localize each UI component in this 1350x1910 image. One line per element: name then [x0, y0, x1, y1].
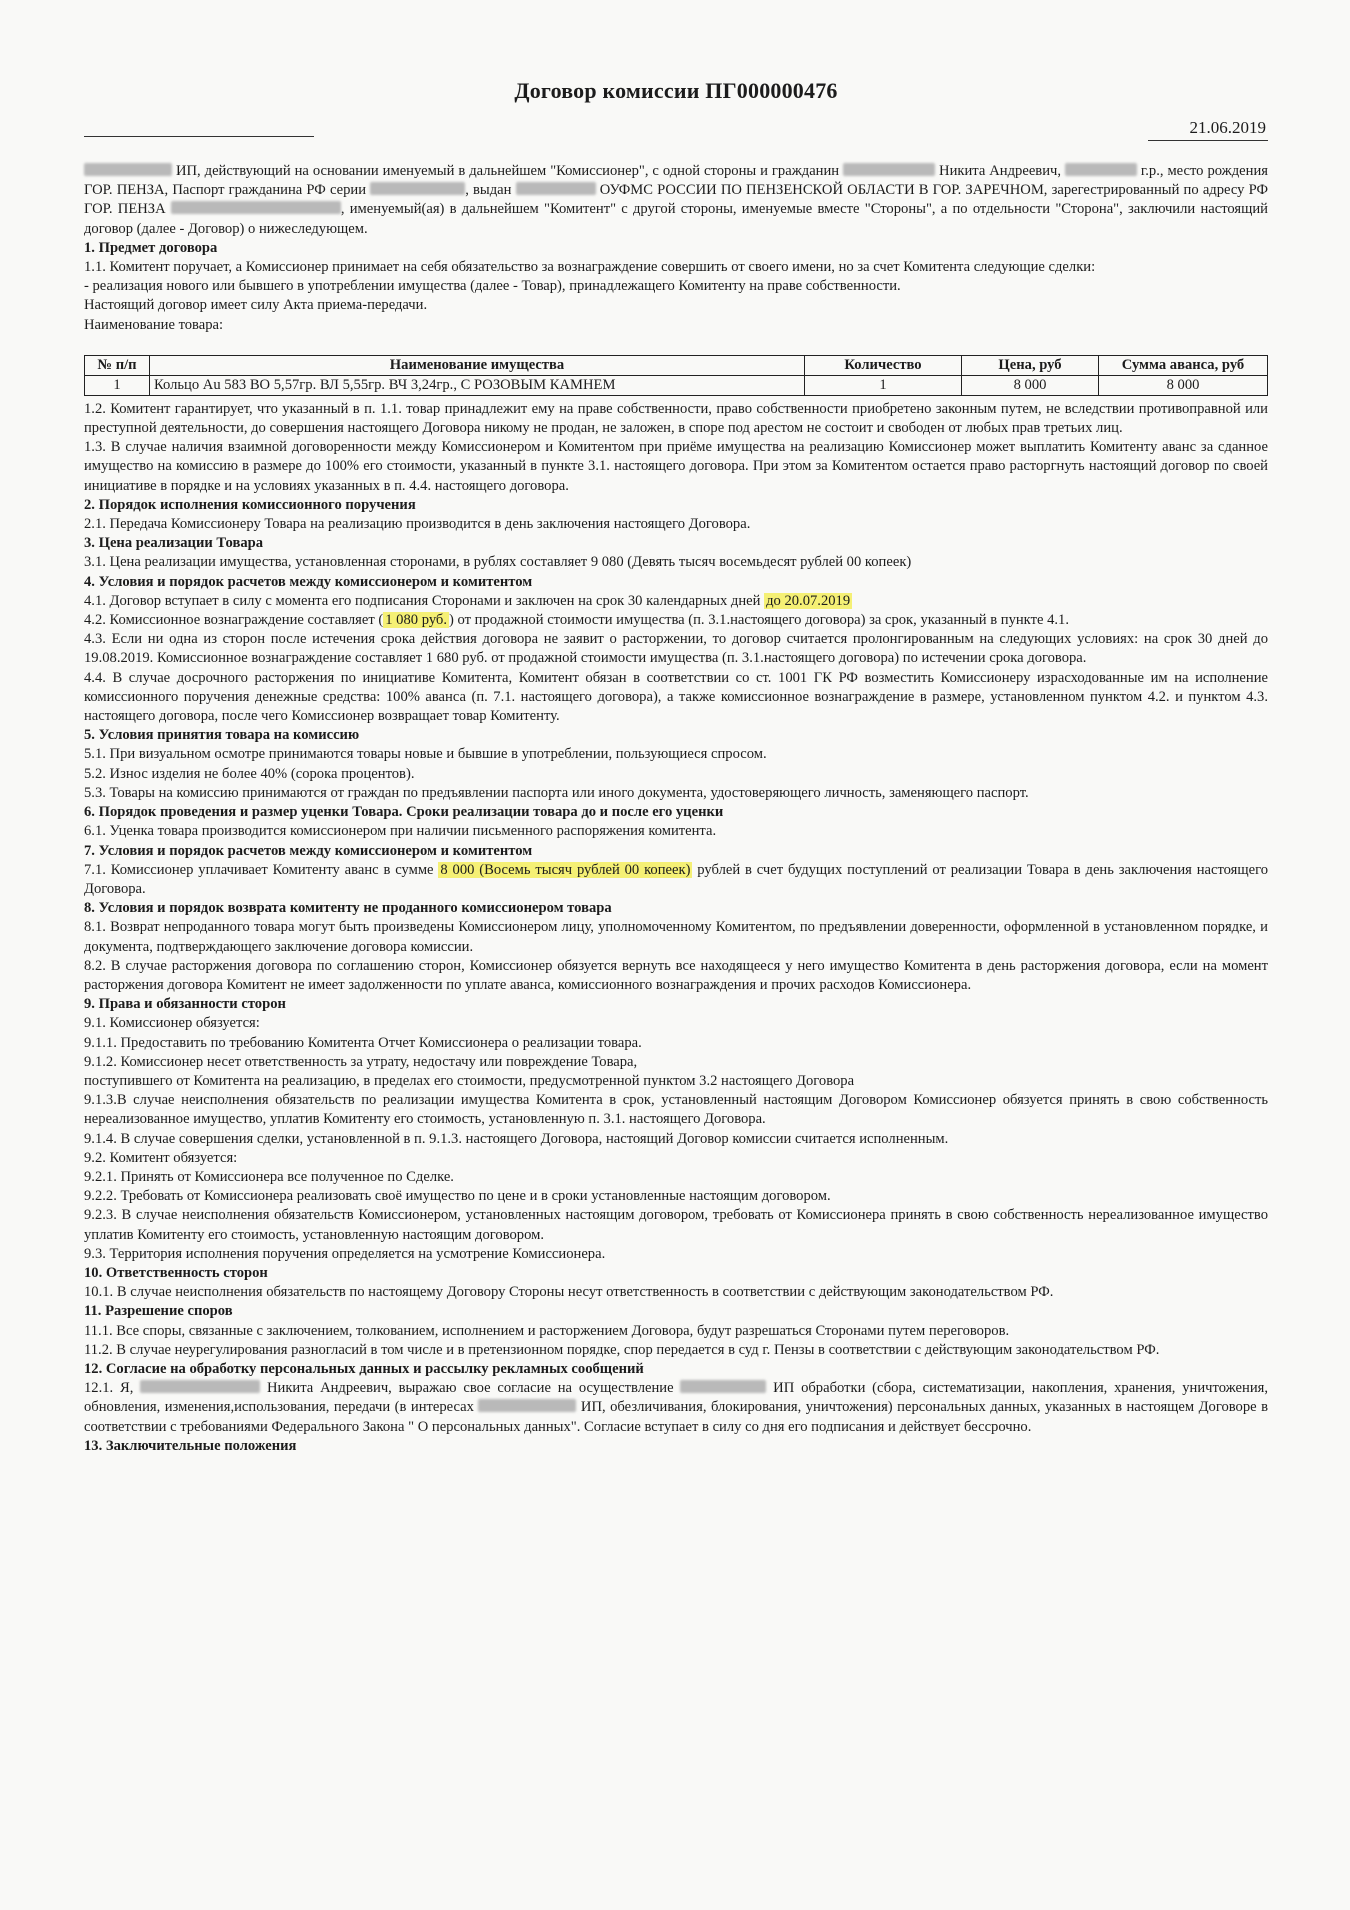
clause-2-1: 2.1. Передача Комиссионеру Товара на реализацию производится в день заключения настоящего Договора.	[84, 516, 751, 533]
clause-1-1-goods: Наименование товара:	[84, 316, 224, 333]
clause-3-1: 3.1. Цена реализации имущества, установленная сторонами, в рублях составляет 9 080 (Девять тысяч восемьдесят рублей 00 копеек)	[84, 554, 912, 571]
section-12-heading: 12. Согласие на обработку персональных данных и рассылку рекламных сообщений	[84, 1360, 644, 1377]
clause-9-1-4: 9.1.4. В случае совершения сделки, установленной в п. 9.1.3. настоящего Договора, настоящий Договор комиссии считается исполненным.	[84, 1130, 949, 1147]
redacted-surname	[843, 163, 935, 176]
date-underline	[1148, 140, 1268, 141]
redacted-name	[84, 163, 172, 176]
cell-number: 1	[85, 375, 150, 395]
clause-12-1: 12.1. Я, Никита Андреевич, выражаю свое согласие на осуществление ИП обработки (сбора, систематизации, накопления, хранения, уничтожения, обновления, изменения,использования, передачи (в интересах ИП, обезличивания, блокирования, уничтожения) персональных данных, указанных в настоящем Договоре в соответствии с требованиями Федерального Закона " О персональных данных". Согласие вступает в силу со дня его подписания и действует бессрочно.	[84, 1380, 1268, 1435]
clause-11-1: 11.1. Все споры, связанные с заключением, толкованием, исполнением и расторжением Договора, будут разрешаться Сторонами путем переговоров.	[84, 1322, 1010, 1339]
advance-highlight: 8 000 (Восемь тысяч рублей 00 копеек)	[440, 861, 691, 878]
table-row	[85, 375, 1268, 395]
clause-1-3: 1.3. В случае наличия взаимной договоренности между Комиссионером и Комитентом при приёме имущества на реализацию Комиссионер может выплатить Комитенту аванс за сданное имущество на комиссию в размере до 100% его стоимости, указанный в пункте 3.1. настоящего договора. При этом за Комитентом остается право расторгнуть настоящий договор по своей инициативе в порядке и на условиях указанных в п. 4.4. настоящего договора.	[84, 439, 1268, 494]
section-11-heading: 11. Разрешение споров	[84, 1303, 233, 1320]
clause-8-1: 8.1. Возврат непроданного товара могут быть произведены Комиссионером лицу, уполномоченному Комитентом, по предъявлении доверенности, оформленной в установленном порядке, и документа, подтверждающего заключение договора комиссии.	[84, 919, 1268, 955]
redacted-company	[478, 1399, 576, 1412]
clause-9-3: 9.3. Территория исполнения поручения определяется на усмотрение Комиссионера.	[84, 1245, 606, 1262]
section-9-heading: 9. Права и обязанности сторон	[84, 996, 286, 1013]
clause-9-1-3: 9.1.3.В случае неисполнения обязательств по реализации имущества Комитента в срок, установленный настоящим Договором Комиссионер обязуется принять в свою собственность нереализованное имущество, уплатив Комитенту его стоимость, установленную п. 3.1. настоящего Договора.	[84, 1092, 1268, 1128]
redacted-address	[171, 201, 341, 214]
section-13-heading: 13. Заключительные положения	[84, 1437, 297, 1454]
clause-10-1: 10.1. В случае неисполнения обязательств по настоящему Договору Стороны несут ответственность в соответствии с действующим законодательством РФ.	[84, 1284, 1054, 1301]
section-6-heading: 6. Порядок проведения и размер уценки Товара. Сроки реализации товара до и после его уценки	[84, 804, 724, 821]
clause-5-1: 5.1. При визуальном осмотре принимаются товары новые и бывшие в употреблении, пользующиеся спросом.	[84, 746, 767, 763]
document-title: Договор комиссии ПГ000000476	[514, 78, 838, 103]
col-number: № п/п	[85, 355, 150, 375]
cell-advance: 8 000	[1099, 375, 1268, 395]
section-5-heading: 5. Условия принятия товара на комиссию	[84, 727, 360, 744]
cell-quantity: 1	[805, 375, 962, 395]
redacted-birth-year	[1065, 163, 1137, 176]
cell-price: 8 000	[962, 375, 1099, 395]
clause-4-2: 4.2. Комиссионное вознаграждение составляет ( 1 080 руб. ) от продажной стоимости имущества (п. 3.1.настоящего договора) за срок, указанный в пункте 4.1.	[84, 612, 1069, 629]
date-row	[84, 118, 1268, 144]
clause-1-1-act: Настоящий договор имеет силу Акта приема-передачи.	[84, 297, 428, 314]
redacted-issue-date	[516, 182, 596, 195]
section-7-heading: 7. Условия и порядок расчетов между комиссионером и комитентом	[84, 842, 533, 859]
clause-6-1: 6.1. Уценка товара производится комиссионером при наличии письменного распоряжения комитента.	[84, 823, 717, 840]
clause-8-2: 8.2. В случае расторжения договора по соглашению сторон, Комиссионер обязуется вернуть все находящееся у него имущество Комитента в день расторжения договора, если на момент расторжения договора Комитент не имеет задолженности по уплате аванса, комиссионного вознаграждения и прочих расходов Комиссионера.	[84, 957, 1268, 993]
clause-1-2: 1.2. Комитент гарантирует, что указанный в п. 1.1. товар принадлежит ему на праве собственности, право собственности приобретено законным путем, не вследствии противоправной или преступной деятельности, до совершения настоящего Договора никому не продан, не заложен, в споре под арестом не состоит и свободен от любых прав третьих лиц.	[84, 400, 1268, 437]
col-item-name: Наименование имущества	[150, 355, 805, 375]
goods-table-header	[85, 355, 1268, 375]
section-2-heading: 2. Порядок исполнения комиссионного поручения	[84, 496, 416, 513]
signature-line	[84, 136, 314, 137]
goods-table	[84, 355, 1268, 396]
clause-5-3: 5.3. Товары на комиссию принимаются от граждан по предъявлении паспорта или иного документа, удостоверяющего личность, заменяющего паспорт.	[84, 784, 1029, 801]
clause-4-1: 4.1. Договор вступает в силу с момента его подписания Сторонами и заключен на срок 30 календарных дней до 20.07.2019	[84, 592, 851, 609]
clause-9-1-2: 9.1.2. Комиссионер несет ответственность за утрату, недостачу или повреждение Товара,	[84, 1053, 638, 1070]
commission-highlight: 1 080 руб.	[385, 612, 448, 629]
document-date: 21.06.2019	[1189, 118, 1266, 137]
section-4-heading: 4. Условия и порядок расчетов между комиссионером и комитентом	[84, 573, 533, 590]
section-3-heading: 3. Цена реализации Товара	[84, 535, 264, 552]
col-advance: Сумма аванса, руб	[1099, 355, 1268, 375]
clause-9-2: 9.2. Комитент обязуется:	[84, 1149, 238, 1166]
clause-9-1-2-cont: поступившего от Комитента на реализацию, в пределах его стоимости, предусмотренной пунктом 3.2 настоящего Договора	[84, 1072, 855, 1089]
redacted-surname	[140, 1380, 260, 1393]
clause-4-3: 4.3. Если ни одна из сторон после истечения срока действия договора не заявит о расторжении, то договор считается пролонгированным на следующих условиях: на срок 30 дней до 19.08.2019. Комиссионное вознаграждение составляет 1 680 руб. от продажной стоимости имущества (п. 3.1.настоящего договора) по истечении срока договора.	[84, 631, 1268, 667]
section-1-heading: 1. Предмет договора	[84, 239, 218, 256]
clause-9-1-1: 9.1.1. Предоставить по требованию Комитента Отчет Комиссионера о реализации товара.	[84, 1034, 642, 1051]
redacted-company	[680, 1380, 766, 1393]
clause-7-1: 7.1. Комиссионер уплачивает Комитенту аванс в сумме 8 000 (Восемь тысяч рублей 00 копеек) рублей в счет будущих поступлений от реализации Товара в день заключения настоящего Договора.	[84, 861, 1269, 897]
clause-9-2-2: 9.2.2. Требовать от Комиссионера реализовать своё имущество по цене и в сроки установленные настоящим договором.	[84, 1188, 831, 1205]
section-10-heading: 10. Ответственность сторон	[84, 1264, 268, 1281]
cell-item-name: Кольцо Au 583 ВО 5,57гр. ВЛ 5,55гр. ВЧ 3,24гр., С РОЗОВЫМ КАМНЕМ	[150, 375, 805, 395]
clause-4-4: 4.4. В случае досрочного расторжения по инициативе Комитента, Комитент обязан в соответствии со ст. 1001 ГК РФ возместить Комиссионеру израсходованные им на исполнение комиссионного поручения денежные средства: 100% аванса (п. 7.1. настоящего договора), а также комиссионное вознаграждение в размере, установленном пунктом 4.2. и пунктом 4.3. настоящего договора, после чего Комиссионер возвращает товар Комитенту.	[84, 669, 1268, 725]
col-quantity: Количество	[805, 355, 962, 375]
col-price: Цена, руб	[962, 355, 1099, 375]
intro-paragraph: ИП, действующий на основании именуемый в дальнейшем "Комиссионер", с одной стороны и гражданин Никита Андреевич, г.р., место рождения ГОР. ПЕНЗА, Паспорт гражданина РФ серии , выдан ОУФМС РОССИИ ПО ПЕНЗЕНСКОЙ ОБЛАСТИ В ГОР. ЗАРЕЧНОМ, зарегестрированный по адресу РФ ГОР. ПЕНЗА , именуемый(ая) в дальнейшем "Комитент" с другой стороны, именуемые вместе "Стороны", а по отдельности "Сторона", заключили настоящий договор (далее - Договор) о нижеследующем.	[84, 163, 1269, 237]
clause-1-1: 1.1. Комитент поручает, а Комиссионер принимает на себя обязательство за вознаграждение совершить от своего имени, но за счет Комитента следующие сделки:	[84, 259, 1096, 276]
clause-11-2: 11.2. В случае неурегулирования разногласий в том числе и в претензионном порядке, спор передается в суд г. Пензы в соответствии с действующим законодательством РФ.	[84, 1341, 1160, 1358]
clause-9-2-1: 9.2.1. Принять от Комиссионера все полученное по Сделке.	[84, 1168, 454, 1185]
clause-9-1: 9.1. Комиссионер обязуется:	[84, 1015, 260, 1032]
section-8-heading: 8. Условия и порядок возврата комитенту не проданного комиссионером товара	[84, 900, 612, 917]
term-highlight: до 20.07.2019	[766, 592, 851, 609]
clause-5-2: 5.2. Износ изделия не более 40% (сорока процентов).	[84, 765, 415, 782]
clause-1-1-item: - реализация нового или бывшего в употреблении имущества (далее - Товар), принадлежащего Комитенту на праве собственности.	[84, 278, 901, 295]
clause-9-2-3: 9.2.3. В случае неисполнения обязательств Комиссионером, установленных настоящим договором, требовать от Комиссионера принять в свою собственность нереализованное имущество уплатив Комитенту его стоимость, установленную настоящим договором.	[84, 1207, 1268, 1243]
redacted-passport	[370, 182, 465, 195]
